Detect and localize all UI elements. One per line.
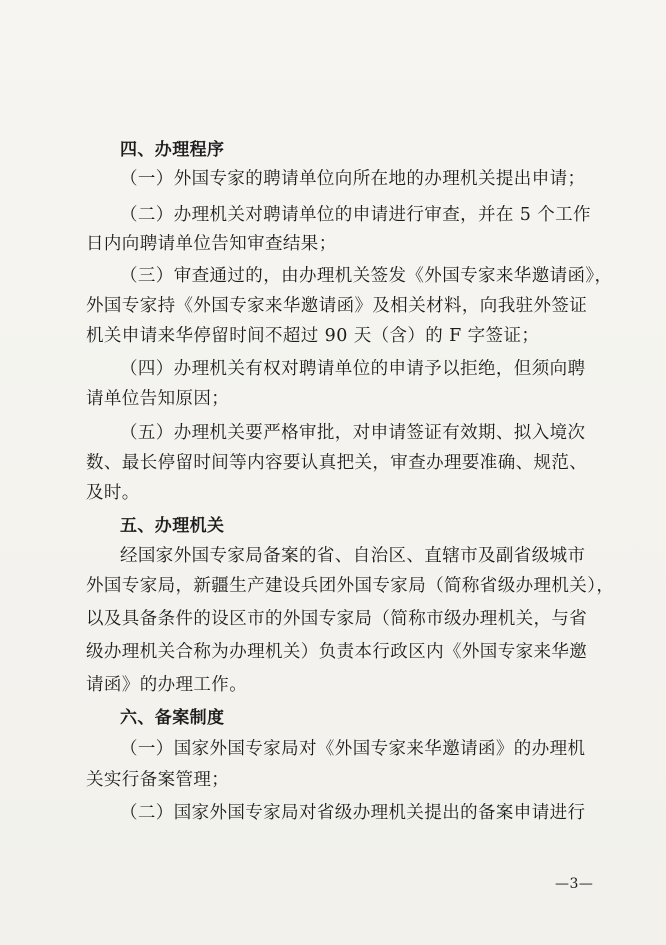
- paragraph-line: 日内向聘请单位告知审查结果；: [86, 234, 337, 254]
- paragraph-line: 外国专家局，新疆生产建设兵团外国专家局（简称省级办理机关），: [86, 576, 615, 596]
- paragraph-line: 请单位告知原因；: [86, 389, 230, 409]
- paragraph-line: 外国专家持《外国专家来华邀请函》及相关材料，向我驻外签证: [86, 296, 588, 316]
- paragraph-line: 经国家外国专家局备案的省、自治区、直辖市及副省级城市: [120, 546, 586, 566]
- paragraph-line: （四）办理机关有权对聘请单位的申请予以拒绝，但须向聘: [120, 359, 586, 379]
- paragraph-line: 数、最长停留时间等内容要认真把关，审查办理要准确、规范、: [86, 453, 588, 473]
- section-heading-office: 五、办理机关: [120, 516, 225, 536]
- section-heading-procedure: 四、办理程序: [120, 140, 225, 160]
- paragraph-line: 请函》的办理工作。: [86, 675, 248, 695]
- paragraph-line: （二）国家外国专家局对省级办理机关提出的备案申请进行: [120, 803, 586, 823]
- paragraph-line: （二）办理机关对聘请单位的申请进行审查，并在 5 个工作: [120, 205, 591, 225]
- section-heading-registration: 六、备案制度: [120, 708, 225, 728]
- paragraph-line: （三）审查通过的，由办理机关签发《外国专家来华邀请函》，: [120, 266, 613, 286]
- paragraph-line: （一）外国专家的聘请单位向所在地的办理机关提出申请；: [120, 169, 586, 189]
- page-number: —3—: [555, 876, 594, 892]
- paragraph-line: 关实行备案管理；: [86, 770, 230, 790]
- paragraph-line: （五）办理机关要严格审批，对申请签证有效期、拟入境次: [120, 423, 586, 443]
- paragraph-line: 机关申请来华停留时间不超过 90 天（含）的 F 字签证；: [86, 326, 540, 346]
- paragraph-line: 以及具备条件的设区市的外国专家局（简称市级办理机关，与省: [86, 609, 588, 629]
- paragraph-line: （一）国家外国专家局对《外国专家来华邀请函》的办理机: [120, 739, 586, 759]
- paragraph-line: 及时。: [86, 483, 140, 503]
- paragraph-line: 级办理机关合称为办理机关）负责本行政区内《外国专家来华邀: [86, 642, 588, 662]
